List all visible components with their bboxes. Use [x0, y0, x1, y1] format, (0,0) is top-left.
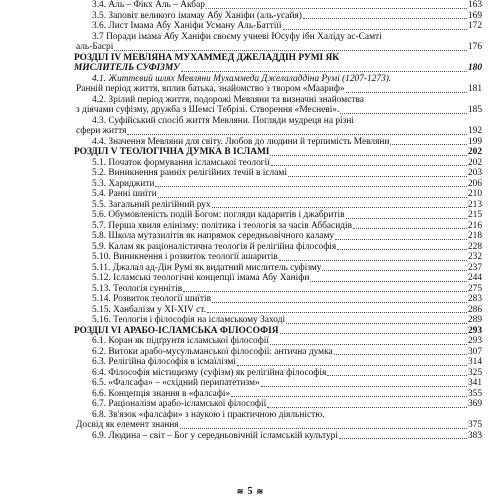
- toc-entry-title: 5.12. Ісламські теологічні концепції імама Абу Ханіфи: [92, 273, 310, 284]
- toc-entry: [74, 74, 482, 85]
- toc-entry-title: 3.7 Поради імама Абу Ханіфи своєму учневі Юсуфу ібн Халіду ас-Самті: [92, 31, 382, 42]
- dot-leader: [283, 29, 467, 30]
- toc-entry-page: 185: [467, 105, 482, 116]
- toc-entry: [74, 32, 482, 43]
- toc-entry: [74, 357, 482, 368]
- toc-entry-title: 5.2. Виникнення ранніх релігійних течій в ісламі: [92, 168, 287, 179]
- toc-entry-page: 314: [467, 357, 482, 368]
- dot-leader: [310, 281, 467, 282]
- dot-leader: [270, 155, 466, 156]
- dot-leader: [303, 18, 467, 19]
- toc-entry-continuation: [74, 420, 482, 431]
- dot-leader: [322, 270, 467, 271]
- dot-leader: [231, 396, 467, 397]
- toc-entry-page: 213: [467, 199, 482, 210]
- toc-entry: [74, 399, 482, 410]
- toc-entry-title: 6.2. Витоки арабо-мусульманської філософії: антична думка: [92, 346, 333, 357]
- toc-entry: [74, 210, 482, 221]
- toc-entry-page: 275: [467, 283, 482, 294]
- toc-entry: [74, 431, 482, 442]
- dot-leader: [335, 239, 467, 240]
- toc-entry-title: 5.3. Хариджити: [92, 178, 155, 189]
- toc-entry-title: 5.5. Загальний релігійний рух: [92, 199, 211, 210]
- toc-entry-page: 216: [467, 220, 482, 231]
- toc-entry-title: 4.1. Життєвий шлях Мевляни Мухаммеда Джелаладдіна Румі (1207-1273).: [92, 73, 392, 84]
- section-title-cont: МИСЛИТЕЛЬ СУФІЗМУ: [74, 63, 180, 74]
- toc-entry: [74, 242, 482, 253]
- dot-leader: [206, 8, 467, 9]
- toc-entry: [74, 168, 482, 179]
- toc-entry: [74, 11, 482, 22]
- toc-entry: [74, 21, 482, 32]
- toc-entry-title: 5.8. Школа мутазилітів як напрямок середньовічного каламу: [92, 231, 335, 242]
- page-footer: [0, 486, 500, 497]
- section-heading: [74, 147, 482, 158]
- toc-entry: [74, 336, 482, 347]
- toc-entry-page: 206: [467, 178, 482, 189]
- section-heading: [74, 326, 482, 337]
- toc-entry-continuation: [74, 42, 482, 53]
- dot-leader: [267, 407, 467, 408]
- section-6-entries: [74, 336, 482, 441]
- toc-entry-page: 176: [467, 42, 482, 52]
- toc-entry-page: 369: [467, 399, 482, 410]
- toc-entry: [74, 315, 482, 326]
- toc-entry: [74, 158, 482, 169]
- toc-entry-page: 199: [467, 136, 482, 147]
- dot-leader: [127, 134, 467, 135]
- dot-leader: [114, 50, 467, 51]
- toc-entry-page: 210: [467, 189, 482, 200]
- dot-leader: [180, 428, 467, 429]
- toc-entry-page: 218: [467, 231, 482, 242]
- footer-ornament-left: ≋: [236, 487, 244, 496]
- section-heading-cont: [74, 63, 482, 74]
- toc-entry-title: 3.4. Аль – Фікх Аль – Акбар: [92, 0, 205, 10]
- toc-entry-title: 5.15. Ханбалізм у XI-XIV ст.: [92, 304, 206, 315]
- toc-entry-page: 325: [467, 367, 482, 378]
- toc-entry-title: 5.1. Початок формування ісламської теології: [92, 157, 270, 168]
- toc-entry-title: 3.5. Заповіт великого імамау Абу Ханіфи (аль-усайя): [92, 10, 302, 21]
- toc-entry-page: 215: [467, 210, 482, 221]
- dot-leader: [337, 249, 467, 250]
- toc-entry-page: 202: [467, 157, 482, 168]
- toc-entry: [74, 189, 482, 200]
- section-5-entries: [74, 158, 482, 326]
- dot-leader: [346, 218, 467, 219]
- toc-entry: [74, 95, 482, 106]
- dot-leader: [212, 302, 467, 303]
- section-page: 202: [467, 147, 482, 158]
- toc-entry-continuation: [74, 84, 482, 95]
- toc-entry-title: 6.3. Релігійна філософія в ісмаїлізмі: [92, 357, 236, 368]
- toc-entry-page: 244: [467, 273, 482, 284]
- toc-entry-page: 232: [467, 252, 482, 263]
- page-number: 5: [247, 486, 253, 497]
- toc-entry: [74, 179, 482, 190]
- dot-leader: [270, 344, 467, 345]
- toc-entry-page: 169: [467, 10, 482, 21]
- toc-entry-page: 293: [467, 336, 482, 347]
- toc-entry-continuation: [74, 105, 482, 116]
- section-title: РОЗДІЛ IV МЕВЛЯНА МУХАММЕД ДЖЕЛАДДІН РУМІ ЯК: [74, 52, 340, 63]
- toc-entry-title: 6.1. Коран як підґрунтя ісламської філософії: [92, 336, 269, 347]
- toc-entry-title-cont: Ранній період життя, вплив батька, знайомство з твором «Маариф»: [76, 84, 345, 95]
- toc-entry-title: 5.6. Обумовленість подій Богом: погляди кадаритів і джабритів: [92, 210, 345, 221]
- toc-entry-title: 5.16. Теологія і філософія на ісламському Заході: [92, 315, 286, 326]
- dot-leader: [286, 323, 467, 324]
- toc-entry-title: 4.4. Значення Мевляни для світу. Любов до людини й терпимість Мевляни: [92, 136, 390, 147]
- section-page: 293: [467, 325, 482, 336]
- toc-entry-title: 5.4. Ранні шиїти: [92, 189, 157, 200]
- toc-entry-page: 289: [467, 315, 482, 326]
- toc-entry-title-cont: аль-Басрі: [76, 42, 114, 52]
- toc-entry: [74, 221, 482, 232]
- toc-entry-title: 5.14. Розвиток теології шиїтів: [92, 294, 212, 305]
- footer-ornament-right: ≋: [256, 487, 264, 496]
- toc-entry-page: 172: [467, 21, 482, 31]
- dot-leader: [207, 312, 467, 313]
- toc-entry-title: 3.6. Лист Імама Абу Ханіфи Усману Аль-Баттіїі: [92, 21, 282, 31]
- toc-entry: [74, 137, 482, 148]
- toc-entry: [74, 378, 482, 389]
- toc-entry: [74, 273, 482, 284]
- toc-entry-page: 341: [467, 378, 482, 389]
- toc-entry-page: 228: [467, 241, 482, 252]
- toc-entry-page: 181: [467, 84, 482, 95]
- dot-leader: [212, 207, 467, 208]
- toc-entry: [74, 231, 482, 242]
- toc-entry: [74, 116, 482, 127]
- toc-entry: [74, 305, 482, 316]
- dot-leader: [346, 92, 467, 93]
- dot-leader: [279, 260, 467, 261]
- toc-entry-title: 6.4. Філософія містицизму (суфізм) як релігійна філософія: [92, 367, 327, 378]
- table-of-contents: [74, 0, 482, 441]
- toc-entry: [74, 368, 482, 379]
- dot-leader: [327, 375, 467, 376]
- toc-entry-title: 6.8. Зв'язок «фалсафи» з наукою і практичною діяльністю.: [92, 409, 325, 420]
- toc-entry-title: 6.6. Концепція знання в «фалсафі»: [92, 388, 231, 399]
- toc-entry-page: 375: [467, 420, 482, 431]
- section-page: 180: [467, 63, 482, 74]
- dot-leader: [353, 228, 467, 229]
- section-title: РОЗДІЛ VI АРАБО-ІСЛАМСЬКА ФІЛОСОФІЯ: [74, 325, 279, 336]
- toc-entry: [74, 347, 482, 358]
- dot-leader: [340, 113, 467, 114]
- dot-leader: [390, 144, 467, 145]
- toc-entry: [74, 294, 482, 305]
- toc-entry-page: 163: [467, 0, 482, 10]
- toc-entry-title: 6.5. «Фалсафа» – «східний перипатетизм»: [92, 378, 260, 389]
- toc-entry-continuation: [74, 126, 482, 137]
- dot-leader: [271, 165, 467, 166]
- dot-leader: [183, 291, 467, 292]
- dot-leader: [280, 333, 467, 334]
- toc-entry-title: 5.10. Виникнення і розвиток теології ашаритів: [92, 252, 278, 263]
- dot-leader: [339, 438, 467, 439]
- toc-entry: [74, 0, 482, 11]
- toc-entry-page: 307: [467, 346, 482, 357]
- toc-entry-title-cont: з діячами суфізму, дружба з Шемсі Тебрізі. Створення «Месневі».: [76, 105, 340, 116]
- toc-entry-title: 5.13. Теологія суннітів: [92, 283, 183, 294]
- toc-entry: [74, 200, 482, 211]
- toc-entry-title: 5.9. Калам як раціоналістична теологія й релігійна філософія: [92, 241, 337, 252]
- toc-entry-page: 203: [467, 168, 482, 179]
- toc-entry-title: 4.2. Зрілий період життя, подорожі Мевляни та визначні знайомства: [92, 94, 364, 105]
- dot-leader: [155, 186, 467, 187]
- dot-leader: [158, 197, 467, 198]
- toc-entry-title: 5.11. Джалал ад-Дін Румі як видатний мислитель суфізму: [92, 262, 322, 273]
- dot-leader: [237, 365, 467, 366]
- toc-entry-title: 6.7. Раціоналізм арабо-ісламської філософії: [92, 399, 267, 410]
- dot-leader: [334, 354, 467, 355]
- toc-entry-page: 237: [467, 262, 482, 273]
- toc-entry-title-cont: Досвід як елемент знання: [76, 420, 179, 431]
- section-heading: [74, 53, 482, 64]
- dot-leader: [261, 386, 467, 387]
- dot-leader: [181, 71, 467, 72]
- toc-entry: [74, 263, 482, 274]
- toc-entry-title: 4.3. Суфійський спосіб життя Мевляни. Погляди мудреця на різні: [92, 115, 354, 126]
- toc-entry-page: 383: [467, 430, 482, 441]
- toc-entry-page: 192: [467, 126, 482, 137]
- toc-entry: [74, 284, 482, 295]
- toc-entry: [74, 410, 482, 421]
- toc-entry-title: 5.7. Перша хвиля елінізму: політика і теологія за часів Аббасидів: [92, 220, 353, 231]
- toc-entry-page: 286: [467, 304, 482, 315]
- toc-entry-title-cont: сфери життя: [76, 126, 127, 137]
- section-title: РОЗДІЛ V ТЕОЛОГІЧНА ДУМКА В ІСЛАМІ: [74, 147, 270, 158]
- dot-leader: [288, 176, 467, 177]
- toc-entry-page: 283: [467, 294, 482, 305]
- toc-entry: [74, 252, 482, 263]
- toc-entry: [74, 389, 482, 400]
- toc-entry-page: 355: [467, 388, 482, 399]
- toc-entry-title: 6.9. Людина – світ – Бог у середньовічній ісламській культурі: [92, 430, 338, 441]
